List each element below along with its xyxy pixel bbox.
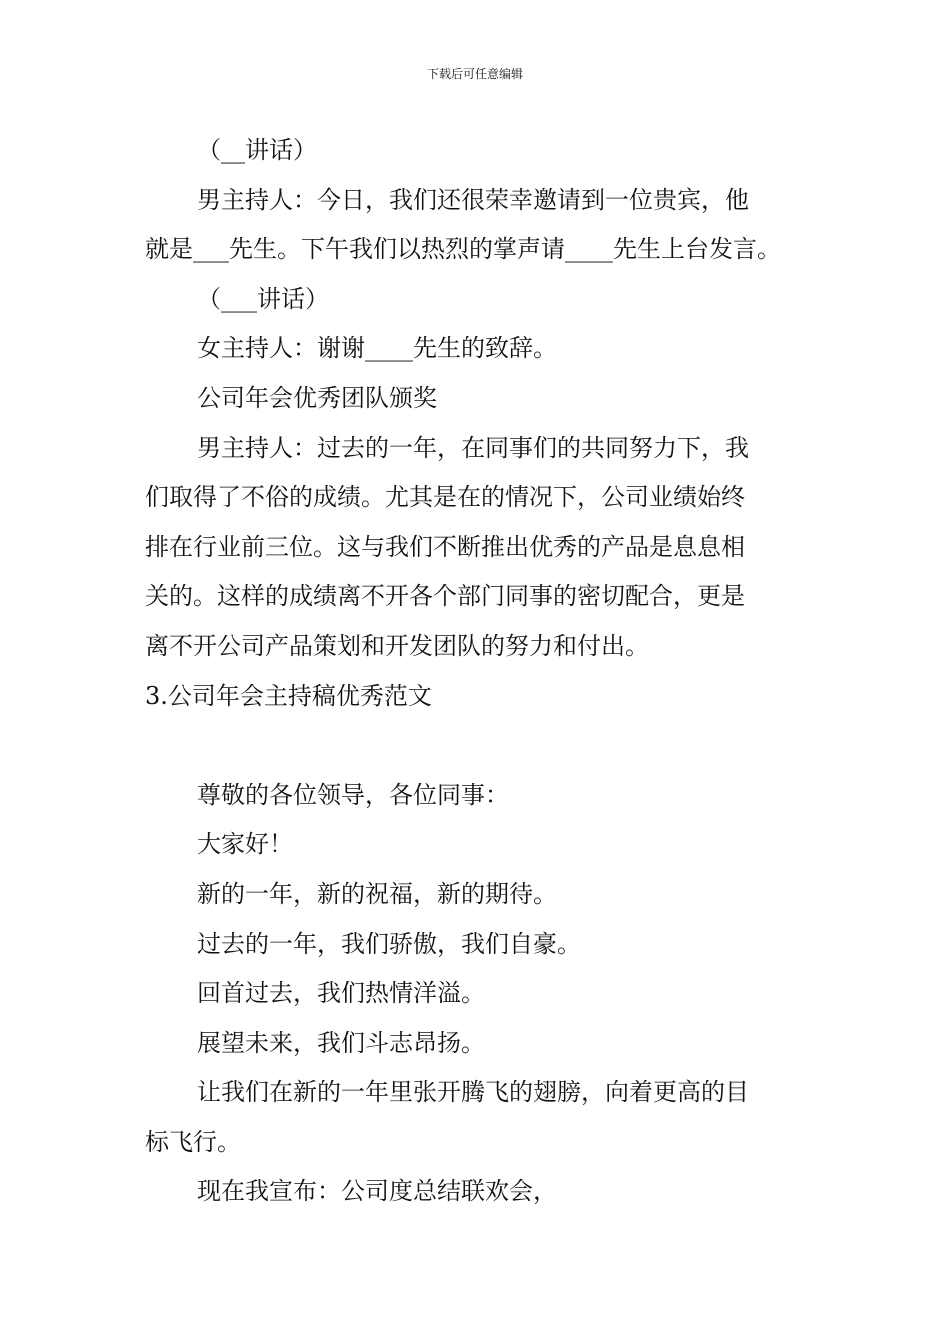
paragraph-line: （__讲话）: [197, 136, 317, 164]
paragraph-line: 关的。这样的成绩离不开各个部门同事的密切配合，更是: [145, 582, 745, 611]
paragraph-line: 尊敬的各位领导，各位同事：: [197, 780, 509, 809]
paragraph-line: 离不开公司产品策划和开发团队的努力和付出。: [145, 631, 649, 660]
section-heading: 3.公司年会主持稿优秀范文: [145, 681, 432, 710]
document-body: [145, 126, 810, 1217]
paragraph-line: 回首过去，我们热情洋溢。: [197, 979, 485, 1008]
paragraph-line: 就是___先生。下午我们以热烈的掌声请____先生上台发言。: [145, 235, 781, 264]
paragraph-line: 展望未来，我们斗志昂扬。: [197, 1028, 485, 1057]
paragraph-line: （___讲话）: [197, 284, 329, 313]
paragraph-line: 公司年会优秀团队颁奖: [197, 383, 437, 412]
paragraph-line: 男主持人：今日，我们还很荣幸邀请到一位贵宾，他: [197, 185, 749, 214]
blank-line: [145, 721, 810, 771]
paragraph-line: 们取得了不俗的成绩。尤其是在的情况下，公司业绩始终: [145, 483, 745, 512]
page-header-note: 下载后可任意编辑: [426, 67, 523, 81]
paragraph-line: 标飞行。: [145, 1127, 241, 1156]
paragraph-line: 现在我宣布：公司度总结联欢会，: [197, 1177, 557, 1206]
paragraph-line: 大家好！: [197, 830, 293, 859]
paragraph-line: 新的一年，新的祝福，新的期待。: [197, 879, 557, 908]
paragraph-line: 男主持人：过去的一年，在同事们的共同努力下，我: [197, 433, 749, 462]
paragraph-line: 过去的一年，我们骄傲，我们自豪。: [197, 929, 581, 958]
paragraph-line: 女主持人：谢谢____先生的致辞。: [197, 334, 557, 363]
paragraph-line: 排在行业前三位。这与我们不断推出优秀的产品是息息相: [145, 532, 745, 561]
paragraph-line: 让我们在新的一年里张开腾飞的翅膀，向着更高的目: [197, 1078, 749, 1107]
